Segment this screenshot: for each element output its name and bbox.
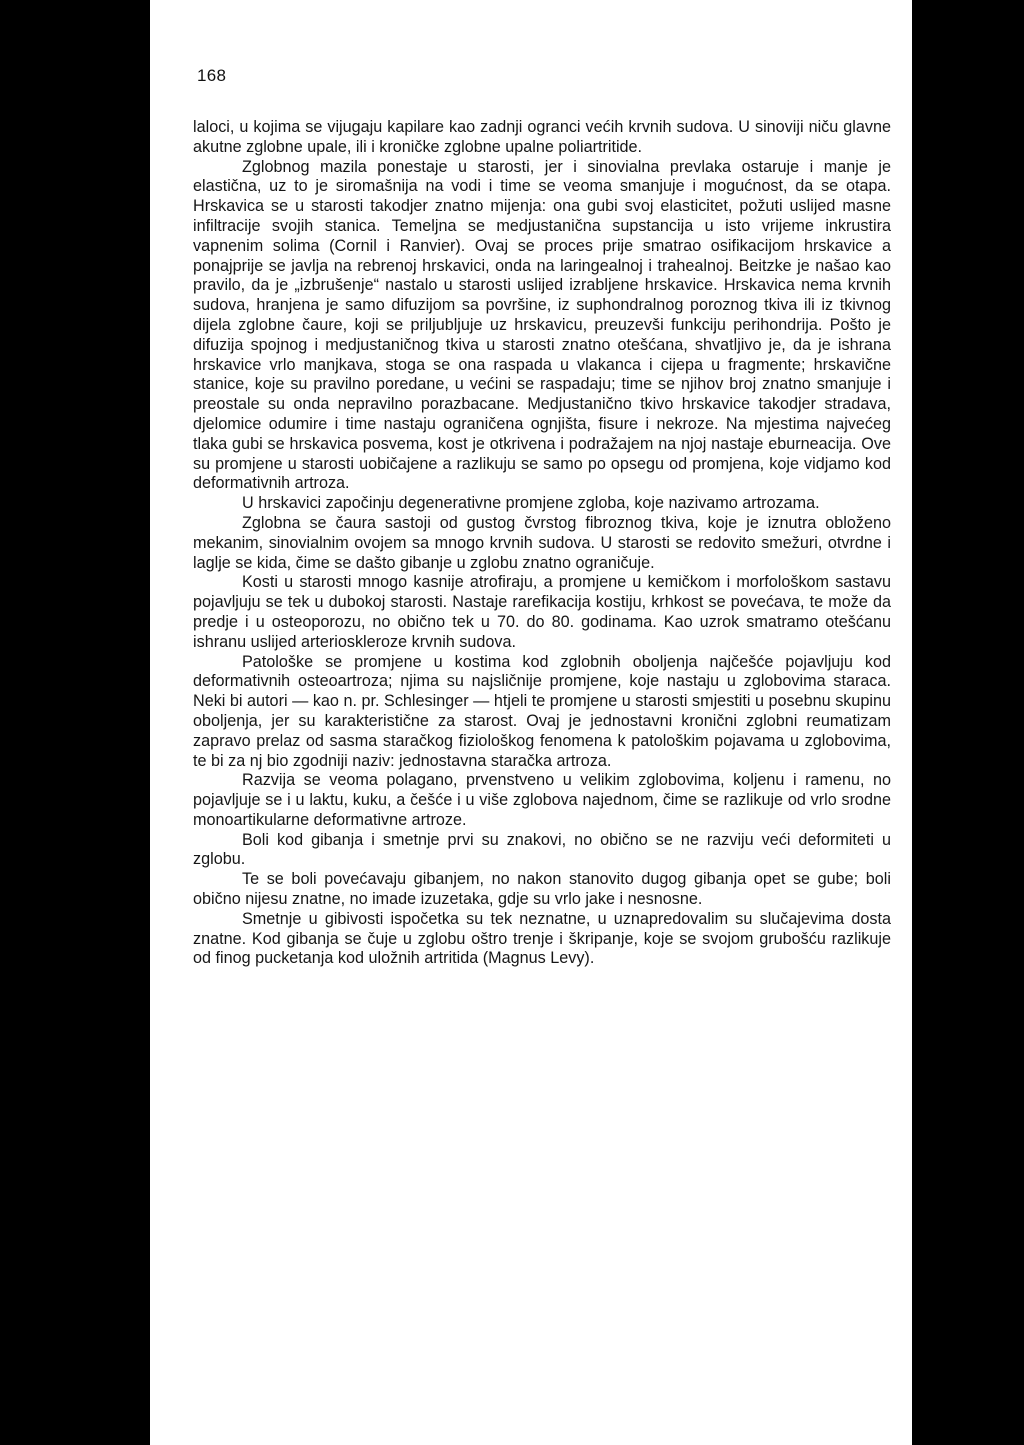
paragraph-8: Boli kod gibanja i smetnje prvi su znakovi, no obično se ne razviju veći deformiteti u zglobu. xyxy=(193,830,891,869)
paragraph-2: Zglobnog mazila ponestaje u starosti, jer i sinovialna prevlaka ostaruje i manje je elastična, uz to je siromašnija na vodi i time se veoma smanjuje i mogućnost, da se otapa. Hrskavica se u starosti takodjer znatno mijenja: ona gubi svoj elasticitet, požuti uslijed masne infiltracije svojih stanica. Temeljna se medjustanična supstancija u isto vrijeme inkrustira vapnenim solima (Cornil i Ranvier). Ovaj se proces prije smatrao osifikacijom hrskavice a ponajprije se javlja na rebrenoj hrskavici, onda na laringealnoj i trahealnoj. Beitzke je našao kao pravilo, da je „izbrušenje“ nastalo u starosti uslijed izrabljene hrskavice. Hrskavica nema krvnih sudova, hranjena je samo difuzijom sa površine, iz suphondralnog poroznog tkiva ili iz tkivnog dijela zglobne čaure, koji se priljubljuje uz hrskavicu, preuzevši funkciju perihondrija. Pošto je difuzija spojnog i medjustaničnog tkiva u starosti znatno otešćana, shvatljivo je, da je ishrana hrskavice vrlo manjkava, stoga se ona raspada u vlakanca i cijepa u fragmente; hrskavične stanice, koje su pravilno poredane, u većini se raspadaju; time se njihov broj znatno smanjuje i preostale su onda nepravilno porazbacane. Medjustanično tkivo hrskavice takodjer stradava, djelomice odumire i time nastaju ograničena ognjišta, fisure i nekroze. Na mjestima najvećeg tlaka gubi se hrskavica posvema, kost je otkrivena i podražajem na njoj nastaje eburneacija. Ove su promjene u starosti uobičajene a razlikuju se samo po opsegu od promjena, koje vidjamo kod deformativnih artroza. xyxy=(193,157,891,493)
paragraph-3: U hrskavici započinju degenerativne promjene zgloba, koje nazivamo artrozama. xyxy=(242,494,820,513)
paragraph-1: laloci, u kojima se vijugaju kapilare kao zadnji ogranci većih krvnih sudova. U sinoviji niču glavne akutne zglobne upale, ili i kroničke zglobne upalne poliartritide. xyxy=(193,118,891,156)
page-number: 168 xyxy=(197,66,227,85)
paragraph-9: Te se boli povećavaju gibanjem, no nakon stanovito dugog gibanja opet se gube; boli obično nijesu znatne, no imade izuzetaka, gdje su vrlo jake i nesnosne. xyxy=(193,870,891,909)
body-text xyxy=(193,118,891,969)
paragraph-6: Patološke se promjene u kostima kod zglobnih oboljenja najčešće pojavljuju kod deformativnih osteoartroza; njima su najsličnije promjene, koje nastaju u zglobovima staraca. Neki bi autori — kao n. pr. Schlesinger — htjeli te promjene u starosti smjestiti u posebnu skupinu oboljenja, jer su karakteristične za starost. Ovaj je jednostavni kronični zglobni reumatizam zapravo prelaz od sasma staračkog fiziološkog fenomena k patološkim pojavama u zglobovima, te bi za nj bio zgodniji naziv: jednostavna staračka artroza. xyxy=(193,652,891,770)
paragraph-10: Smetnje u gibivosti ispočetka su tek neznatne, u uznapredovalim su slučajevima dosta znatne. Kod gibanja se čuje u zglobu oštro trenje i škripanje, koje se svojom grubošću razlikuje od finog pucketanja kod uložnih artritida (Magnus Levy). xyxy=(193,909,891,968)
paragraph-7: Razvija se veoma polagano, prvenstveno u velikim zglobovima, koljenu i ramenu, no pojavljuje se i u laktu, kuku, a češće i u više zglobova najednom, čime se razlikuje od vrlo srodne monoartikularne deformativne artroze. xyxy=(193,771,891,829)
paragraph-4: Zglobna se čaura sastoji od gustog čvrstog fibroznog tkiva, koje je iznutra obloženo mekanim, sinovialnim ovojem sa mnogo krvnih sudova. U starosti se redovito smežuri, otvrdne i laglje se kida, čime se dašto gibanje u zglobu znatno ograničuje. xyxy=(193,513,891,572)
paragraph-5: Kosti u starosti mnogo kasnije atrofiraju, a promjene u kemičkom i morfološkom sastavu pojavljuju se tek u dubokoj starosti. Nastaje rarefikacija kostiju, krhkost se povećava, te može da predje i u osteoporozu, no obično tek u 70. do 80. godinama. Kao uzrok smatramo otešćanu ishranu uslijed arterioskleroze krvnih sudova. xyxy=(193,573,891,651)
